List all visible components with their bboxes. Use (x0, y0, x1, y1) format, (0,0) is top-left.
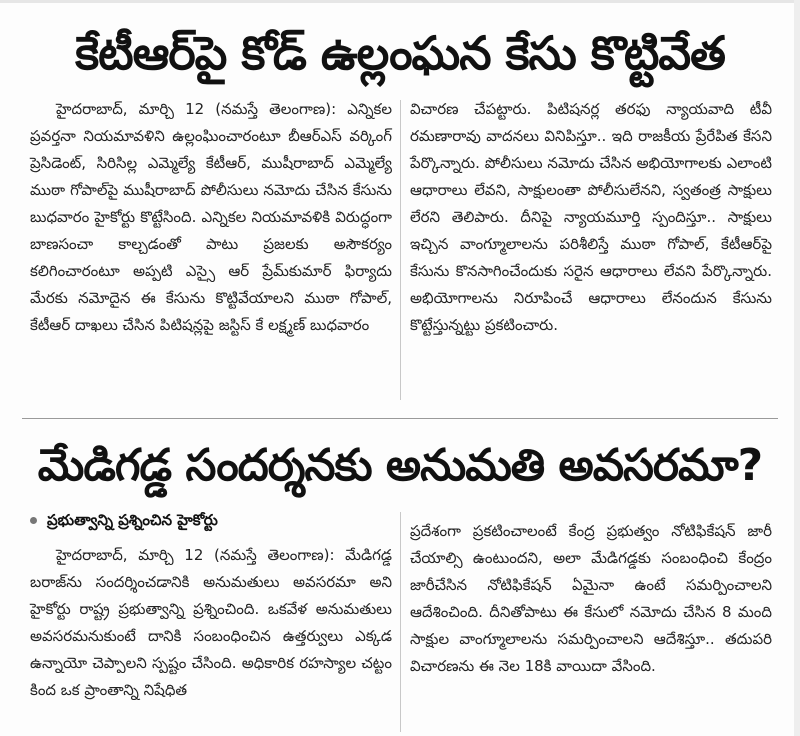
article2-kicker-text: ప్రభుత్వాన్ని ప్రశ్నించిన హైకోర్టు (47, 511, 218, 529)
article1-column-1 (30, 96, 392, 339)
article1-headline: కేటీఆర్‌పై కోడ్‌ ఉల్లంఘన కేసు కొట్టివేత (75, 26, 725, 80)
column-divider (400, 100, 401, 400)
article2-column-2 (410, 518, 772, 680)
bullet-icon (30, 517, 37, 524)
article2-headline: మేడిగడ్డ సందర్శనకు అనుమతి అవసరమా? (37, 440, 763, 491)
scan-edge-top (0, 0, 800, 3)
article1-column-1-text: హైదరాబాద్‌, మార్చి 12 (నమస్తే తెలంగాణ): ఎన్నికల ప్రవర్తనా నియమావళిని ఉల్లంఘించారంటూ బీఆర్‌ఎస్‌ వర్కింగ్‌ ప్రెసిడెంట్‌, సిరిసిల్ల ఎమ్మెల్యే కేటీఆర్‌, ముషీరాబాద్‌ ఎమ్మెల్యే ముఠా గోపాల్‌పై ముషీరాబాద్‌ పోలీసులు నమోదు చేసిన కేసును బుధవారం హైకోర్టు కొట్టేసింది. ఎన్నికల నియమావళికి విరుద్ధంగా బాణసంచా కాల్చడంతో పాటు ప్రజలకు అసౌకర్యం కలిగించారంటూ అప్పటి ఎస్సై ఆర్‌ ప్రేమ్‌కుమార్‌ ఫిర్యాదు మేరకు నమోదైన ఈ కేసును కొట్టివేయాలని ముఠా గోపాల్‌, కేటీఆర్‌ దాఖలు చేసిన పిటిషన్లపై జస్టిస్‌ కే లక్ష్మణ్‌ బుధవారం (30, 100, 392, 334)
scan-edge-right (794, 0, 800, 736)
article2-column-2-text: ప్రదేశంగా ప్రకటించాలంటే కేంద్ర ప్రభుత్వం నోటిఫికేషన్‌ జారీ చేయాల్సి ఉంటుందని, అలా మేడిగడ్డకు సంబంధించి కేంద్రం జారీచేసిన నోటిఫికేషన్‌ ఏమైనా ఉంటే సమర్పించాలని ఆదేశించింది. దీనితోపాటు ఈ కేసులో నమోదు చేసిన 8 మంది సాక్షుల వాంగ్మూలాలను సమర్పించాలని ఆదేశిస్తూ.. తదుపరి విచారణను ఈ నెల 18కి వాయిదా వేసింది. (410, 522, 772, 675)
article2-column-1-text: హైదరాబాద్‌, మార్చి 12 (నమస్తే తెలంగాణ): మేడిగడ్డ బరాజ్‌ను సందర్శించడానికి అనుమతులు అవసరమా అని హైకోర్టు రాష్ట్ర ప్రభుత్వాన్ని ప్రశ్నించింది. ఒకవేళ అనుమతులు అవసరమనుకుంటే దానికి సంబంధించిన ఉత్తర్వులు ఎక్కడ ఉన్నాయో చెప్పాలని స్పష్టం చేసింది. అధికారిక రహస్యాల చట్టం కింద ఒక ప్రాంతాన్ని నిషేధిత (30, 546, 392, 699)
article2-kicker (30, 506, 392, 534)
article1-column-2-text: విచారణ చేపట్టారు. పిటిషనర్ల తరఫు న్యాయవాది టీవీ రమణారావు వాదనలు వినిపిస్తూ.. ఇది రాజకీయ ప్రేరేపిత కేసని పేర్కొన్నారు. పోలీసులు నమోదు చేసిన అభియోగాలకు ఎలాంటి ఆధారాలు లేవని, సాక్షులంతా పోలీసులేనని, స్వతంత్ర సాక్షులు లేరని తెలిపారు. దీనిపై న్యాయమూర్తి స్పందిస్తూ.. సాక్షులు ఇచ్చిన వాంగ్మూలాలను పరిశీలిస్తే ముఠా గోపాల్‌, కేటీఆర్‌పై కేసును కొనసాగించేందుకు సరైన ఆధారాలు లేవని పేర్కొన్నారు. అభియోగాలను నిరూపించే ఆధారాలు లేనందున కేసును కొట్టేస్తున్నట్టు ప్రకటించారు. (410, 100, 772, 334)
article1-column-2 (410, 96, 772, 339)
article2-column-1 (30, 542, 392, 704)
column-divider (400, 512, 401, 732)
article-separator-rule (22, 418, 778, 419)
